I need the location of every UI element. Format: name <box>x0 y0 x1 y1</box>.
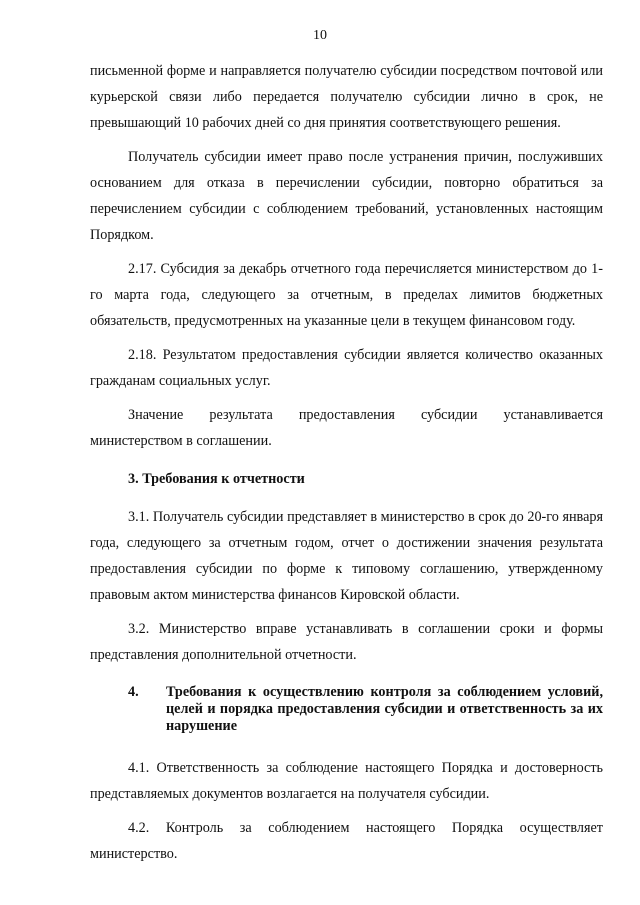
paragraph-reapply: Получатель субсидии имеет право после устранения причин, послуживших основанием для отказа в перечислении субсидии, повторно обратиться за перечислением субсидии с соблюдением требований, установленных настоящим Порядком. <box>90 149 603 243</box>
section-4-title: Требования к осуществлению контроля за соблюдением условий, целей и порядка предоставления субсидии и ответственность за их нарушение <box>166 684 603 734</box>
page-number: 10 <box>313 28 327 43</box>
paragraph-3-1: 3.1. Получатель субсидии представляет в министерство в срок до 20-го января года, следующего за отчетным годом, отчет о достижении значения результата предоставления субсидии по форме к типовому соглашению, утвержденному правовым актом министерства финансов Кировской области. <box>90 509 603 603</box>
paragraph-3-2: 3.2. Министерство вправе устанавливать в соглашении сроки и формы представления дополнительной отчетности. <box>90 621 603 663</box>
paragraph-4-1: 4.1. Ответственность за соблюдение настоящего Порядка и достоверность представляемых документов возлагается на получателя субсидии. <box>90 760 603 802</box>
paragraph-4-2: 4.2. Контроль за соблюдением настоящего Порядка осуществляет министерство. <box>90 820 603 862</box>
section-3-heading: 3. Требования к отчетности <box>128 471 305 487</box>
paragraph-2-18: 2.18. Результатом предоставления субсидии является количество оказанных гражданам социальных услуг. <box>90 347 603 389</box>
section-4-heading <box>90 684 603 735</box>
paragraph-2-17: 2.17. Субсидия за декабрь отчетного года перечисляется министерством до 1-го марта года, следующего за отчетным, в пределах лимитов бюджетных обязательств, предусмотренных на указанные цели в текущем финансовом году. <box>90 261 603 329</box>
document-body <box>90 58 603 867</box>
section-4-number: 4. <box>128 684 139 700</box>
paragraph-result-value: Значение результата предоставления субсидии устанавливается министерством в соглашении. <box>90 407 603 449</box>
paragraph-delivery: письменной форме и направляется получателю субсидии посредством почтовой или курьерской связи либо передается получателю субсидии лично в срок, не превышающий 10 рабочих дней со дня принятия соответствующего решения. <box>90 63 603 131</box>
